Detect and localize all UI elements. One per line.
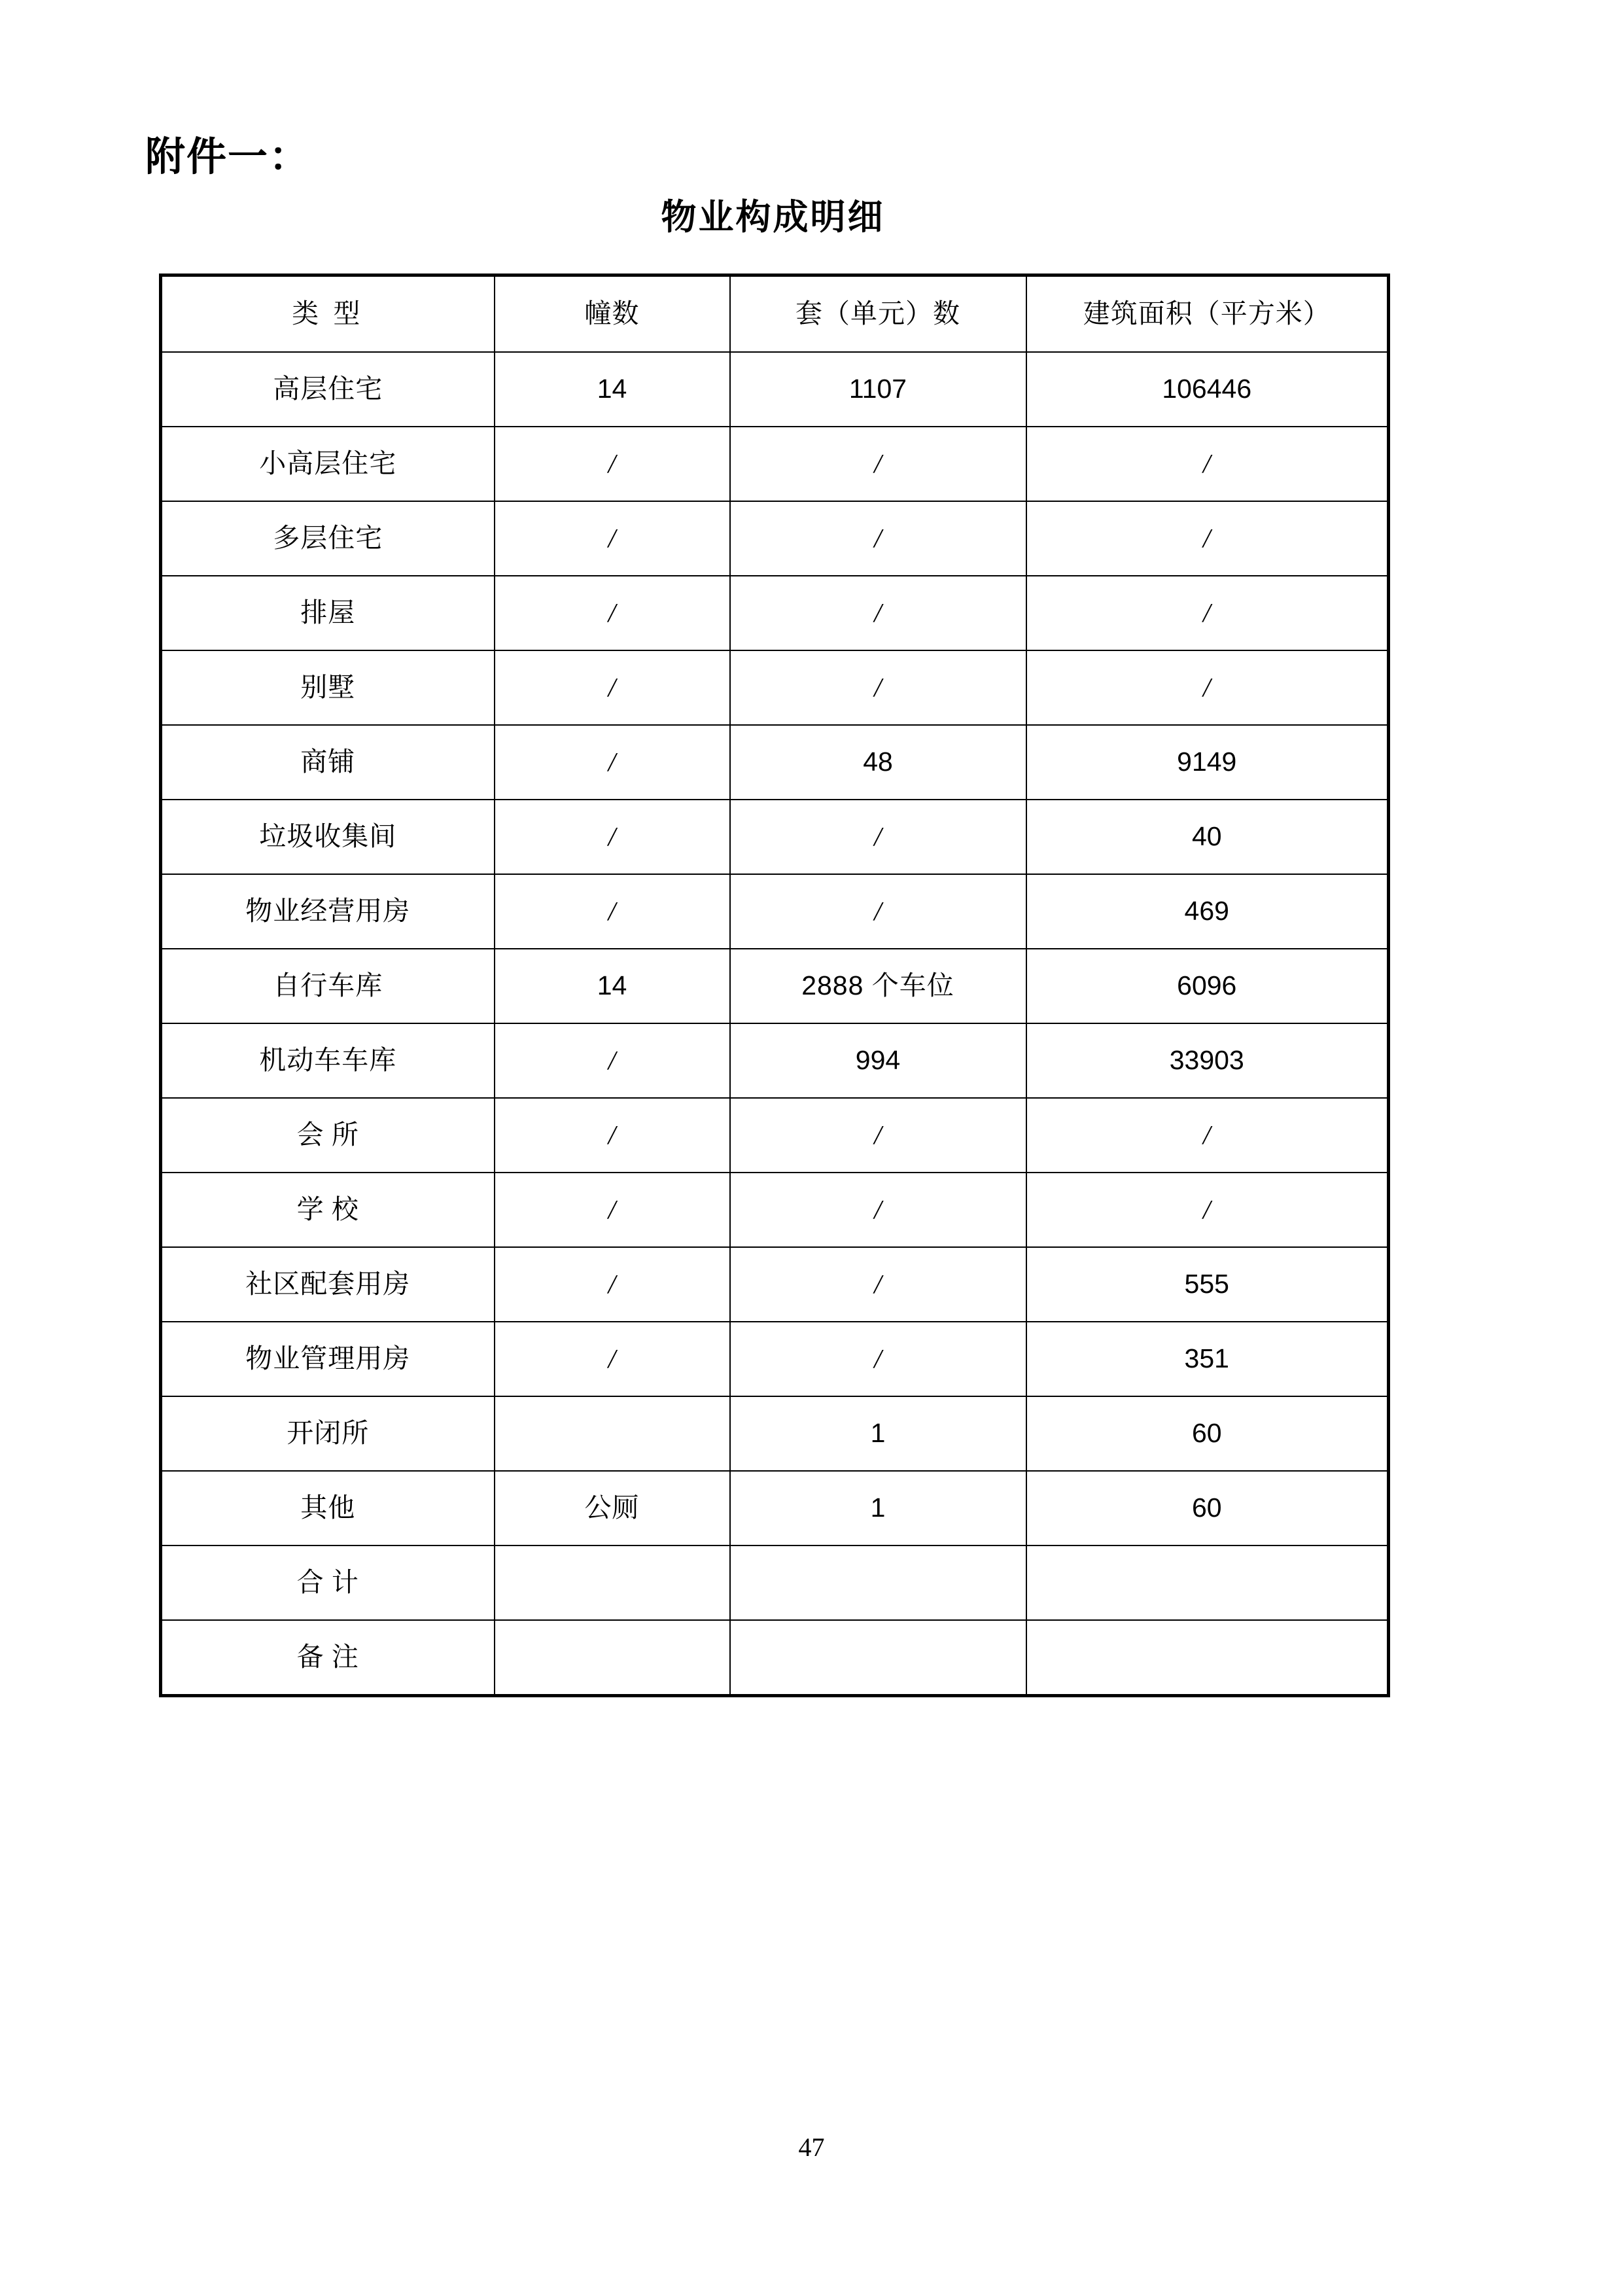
cell-unit-count: / — [730, 501, 1026, 576]
cell-type: 其他 — [161, 1471, 495, 1545]
cell-type: 机动车车库 — [161, 1023, 495, 1098]
cell-floor-area: / — [1026, 576, 1389, 650]
table-row — [161, 1471, 1389, 1545]
cell-type: 小高层住宅 — [161, 427, 495, 501]
cell-building-count: / — [495, 1322, 730, 1396]
cell-type: 排屋 — [161, 576, 495, 650]
cell-building-count — [495, 1396, 730, 1471]
cell-type: 垃圾收集间 — [161, 800, 495, 874]
cell-unit-count: / — [730, 1247, 1026, 1322]
cell-floor-area: 6096 — [1026, 949, 1389, 1023]
table-row — [161, 1545, 1389, 1620]
cell-unit-count: / — [730, 650, 1026, 725]
cell-unit-count: 48 — [730, 725, 1026, 800]
cell-type: 合 计 — [161, 1545, 495, 1620]
cell-type: 高层住宅 — [161, 352, 495, 427]
table-row — [161, 949, 1389, 1023]
cell-floor-area: 33903 — [1026, 1023, 1389, 1098]
cell-building-count: 14 — [495, 352, 730, 427]
cell-building-count: / — [495, 800, 730, 874]
cell-building-count: 公厕 — [495, 1471, 730, 1545]
table-row — [161, 1023, 1389, 1098]
cell-building-count: / — [495, 576, 730, 650]
page-title: 物业构成明细 — [661, 198, 885, 237]
table-row — [161, 1247, 1389, 1322]
cell-floor-area: 9149 — [1026, 725, 1389, 800]
cell-floor-area: 351 — [1026, 1322, 1389, 1396]
cell-floor-area: / — [1026, 1173, 1389, 1247]
cell-unit-count: / — [730, 1098, 1026, 1173]
cell-type: 物业管理用房 — [161, 1322, 495, 1396]
cell-type: 别墅 — [161, 650, 495, 725]
cell-floor-area: 469 — [1026, 874, 1389, 949]
cell-floor-area: 60 — [1026, 1396, 1389, 1471]
table-body — [161, 352, 1389, 1696]
table-row — [161, 1396, 1389, 1471]
cell-type: 物业经营用房 — [161, 874, 495, 949]
table-row — [161, 1620, 1389, 1696]
cell-building-count: / — [495, 427, 730, 501]
cell-unit-count: 1 — [730, 1396, 1026, 1471]
cell-unit-count: / — [730, 874, 1026, 949]
table-header-row — [161, 275, 1389, 353]
cell-type: 商铺 — [161, 725, 495, 800]
table-row — [161, 1098, 1389, 1173]
cell-building-count: / — [495, 650, 730, 725]
cell-floor-area: / — [1026, 1098, 1389, 1173]
cell-floor-area: 555 — [1026, 1247, 1389, 1322]
table-row — [161, 800, 1389, 874]
table-row — [161, 874, 1389, 949]
cell-building-count: / — [495, 501, 730, 576]
cell-unit-count — [730, 1620, 1026, 1696]
table-row — [161, 427, 1389, 501]
cell-unit-count: 2888 个车位 — [730, 949, 1026, 1023]
cell-unit-count: / — [730, 800, 1026, 874]
cell-unit-count: / — [730, 576, 1026, 650]
cell-floor-area: / — [1026, 650, 1389, 725]
cell-building-count: / — [495, 725, 730, 800]
column-header-floor-area: 建筑面积（平方米） — [1026, 275, 1389, 353]
cell-unit-count: 1 — [730, 1471, 1026, 1545]
property-composition-table — [159, 274, 1390, 1697]
table-row — [161, 1322, 1389, 1396]
cell-unit-count — [730, 1545, 1026, 1620]
cell-type: 自行车库 — [161, 949, 495, 1023]
cell-floor-area: / — [1026, 427, 1389, 501]
cell-building-count: 14 — [495, 949, 730, 1023]
cell-type: 多层住宅 — [161, 501, 495, 576]
table-row — [161, 352, 1389, 427]
cell-unit-count: / — [730, 1322, 1026, 1396]
cell-floor-area: 60 — [1026, 1471, 1389, 1545]
cell-building-count: / — [495, 1247, 730, 1322]
cell-type: 会 所 — [161, 1098, 495, 1173]
table-row — [161, 501, 1389, 576]
cell-building-count: / — [495, 1023, 730, 1098]
table-row — [161, 725, 1389, 800]
cell-type: 学 校 — [161, 1173, 495, 1247]
cell-building-count — [495, 1545, 730, 1620]
cell-unit-count: / — [730, 1173, 1026, 1247]
table-row — [161, 576, 1389, 650]
cell-type: 社区配套用房 — [161, 1247, 495, 1322]
cell-building-count: / — [495, 1173, 730, 1247]
cell-floor-area — [1026, 1545, 1389, 1620]
cell-unit-count: 994 — [730, 1023, 1026, 1098]
cell-building-count: / — [495, 874, 730, 949]
cell-type: 开闭所 — [161, 1396, 495, 1471]
attachment-label: 附件一： — [145, 135, 311, 179]
cell-floor-area: / — [1026, 501, 1389, 576]
table-row — [161, 1173, 1389, 1247]
cell-floor-area: 40 — [1026, 800, 1389, 874]
cell-floor-area: 106446 — [1026, 352, 1389, 427]
cell-floor-area — [1026, 1620, 1389, 1696]
page-number: 47 — [798, 2132, 825, 2162]
column-header-unit-count: 套（单元）数 — [730, 275, 1026, 353]
column-header-building-count: 幢数 — [495, 275, 730, 353]
cell-unit-count: / — [730, 427, 1026, 501]
column-header-type: 类 型 — [161, 275, 495, 353]
cell-type: 备 注 — [161, 1620, 495, 1696]
cell-building-count: / — [495, 1098, 730, 1173]
table-row — [161, 650, 1389, 725]
cell-unit-count: 1107 — [730, 352, 1026, 427]
cell-building-count — [495, 1620, 730, 1696]
